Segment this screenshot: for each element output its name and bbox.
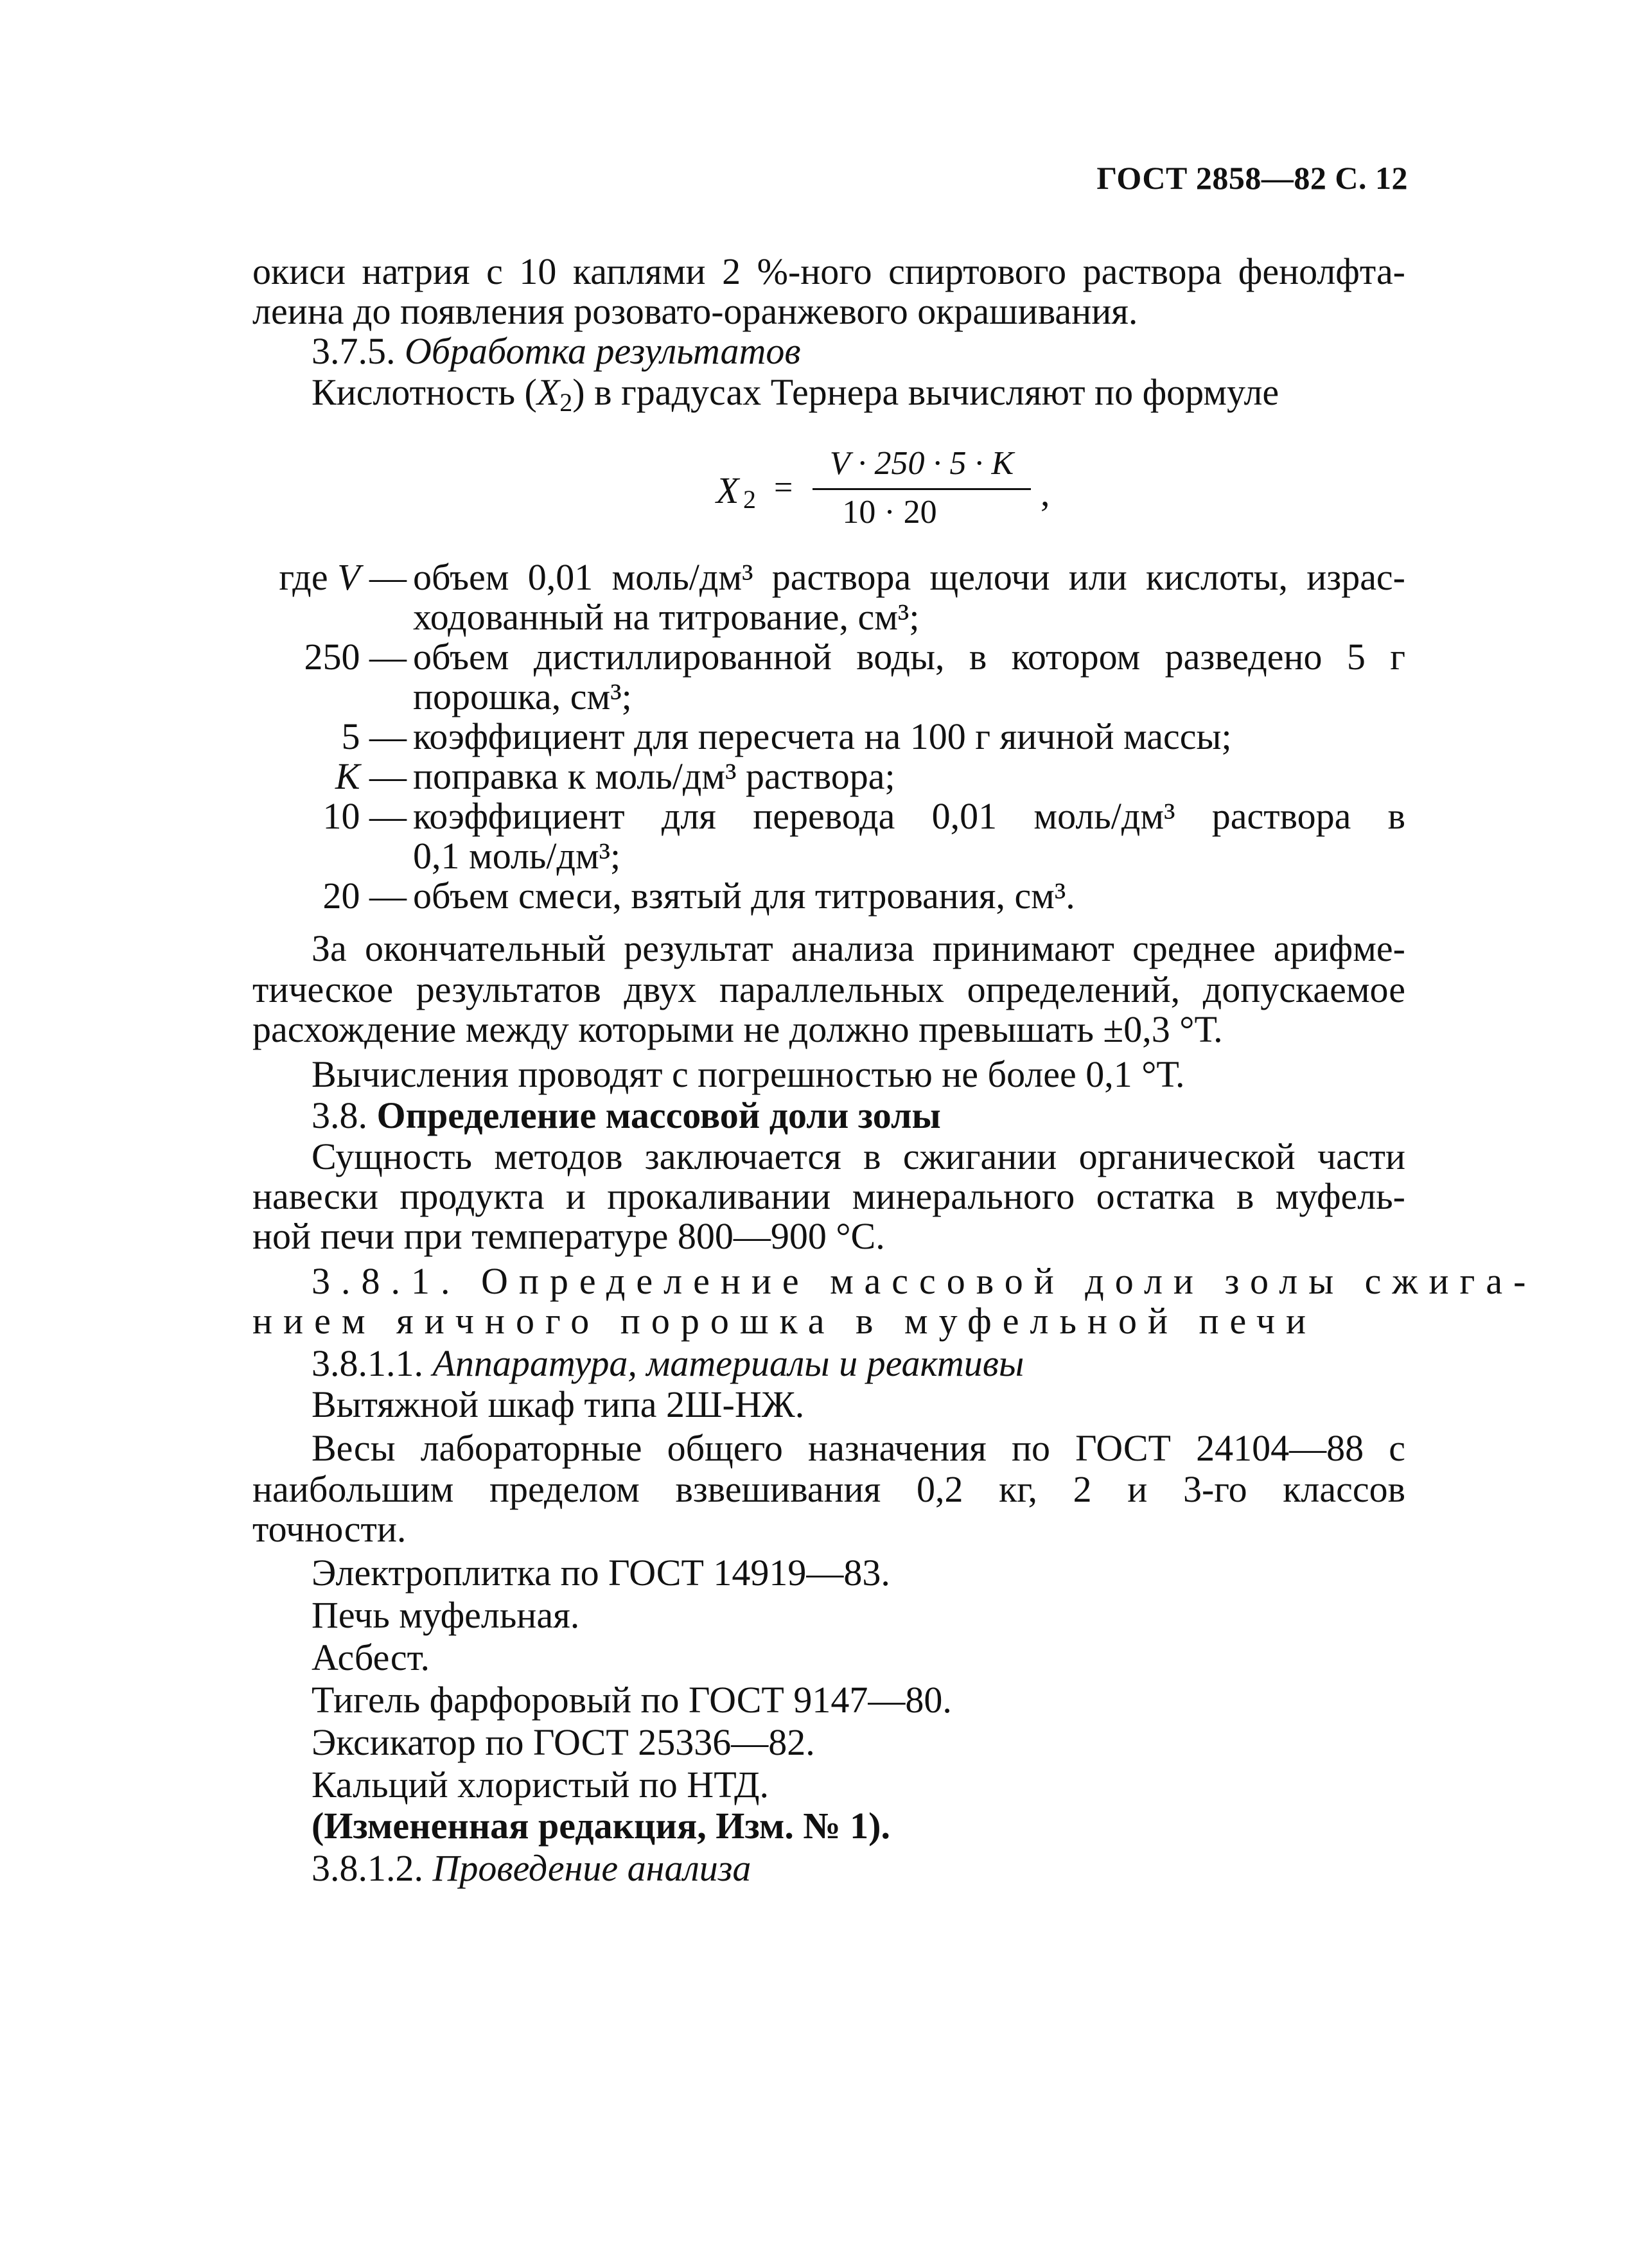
definition-dash: — [360,755,407,797]
definition-dash: — [360,875,407,917]
section-number: 3.8.1.2. [312,1847,423,1889]
precision-line: Вычисления проводят с погрешностью не более 0,1 °Т. [312,1053,1185,1095]
definition-symbol: 5 [341,716,360,757]
section-3-8-1-1-heading [312,1344,1405,1383]
definition-item [252,876,1405,916]
definition-item [252,796,1405,876]
section-title: Проведение анализа [432,1847,751,1889]
definition-symbol: 250 [304,636,360,678]
intro-line-2: леина до появления розовато-оранжевого окрашивания. [252,290,1138,332]
definition-line: объем смеси, взятый для титрования, см³. [413,875,1075,917]
definition-item [252,757,1405,796]
equipment-item: Кальций хлористый по НТД. [312,1764,769,1805]
formula-lhs-sub: 2 [743,485,756,514]
essence-line-2: навески продукта и прокаливании минерального остатка в муфель- [252,1175,1405,1217]
definition-dash: — [360,556,407,598]
definition-symbol: V [337,556,360,598]
equipment-item: Электроплитка по ГОСТ 14919—83. [312,1552,890,1594]
definition-item [252,637,1405,717]
definition-line: порошка, см³; [413,676,632,717]
definition-line: коэффициент для перевода 0,01 моль/дм³ раствора в [413,795,1405,837]
definition-term [252,637,413,677]
final-result-line-2: тическое результатов двух параллельных определений, допускаемое [252,969,1405,1010]
definition-term [252,757,413,796]
formula-comma: , [1041,472,1050,514]
page-header: ГОСТ 2858—82 С. 12 [1096,160,1408,196]
definition-line: 0,1 моль/дм³; [413,835,621,877]
definition-dash: — [360,795,407,837]
final-result-line-3: расхождение между которыми не должно превышать ±0,3 °Т. [252,1008,1223,1050]
formula-denominator: 10 · 20 [842,494,937,531]
formula-intro [312,371,1405,417]
definition-line: коэффициент для пересчета на 100 г яичной массы; [413,716,1232,757]
definition-symbol: K [335,755,360,797]
definition-line: ходованный на титрование, см³; [413,596,920,638]
section-3-7-5-heading [312,331,1405,371]
formula-numerator: V · 250 · 5 · K [829,445,1014,482]
section-3-8-heading [312,1096,1405,1136]
section-number: 3.7.5. [312,330,396,372]
equipment-scales-line-1: Весы лабораторные общего назначения по ГОСТ 24104—88 с [312,1427,1405,1469]
section-number: 3.8. [312,1094,367,1136]
definition-term [252,796,413,836]
equipment-scales-line-2: наибольшим пределом взвешивания 0,2 кг, 2 и 3-го классов [252,1468,1405,1510]
equipment-item: Тигель фарфоровый по ГОСТ 9147—80. [312,1679,952,1721]
definition-item [252,558,1405,637]
intro-line-1: окиси натрия с 10 каплями 2 %-ного спиртового раствора фенолфта- [252,250,1405,292]
section-3-8-1-line-2: нием яичного порошка в муфельной печи [252,1300,1317,1342]
equipment-item: Асбест. [312,1637,430,1678]
formula-intro-var: X [536,371,560,413]
definition-desc [413,717,1405,757]
equipment-hood: Вытяжной шкаф типа 2Ш-НЖ. [312,1383,805,1425]
definition-desc [413,876,1405,916]
definitions-list [252,558,1405,916]
final-result-line-1: За окончательный результат анализа принимают среднее арифме- [312,927,1405,969]
definition-line: поправка к моль/дм³ раствора; [413,755,895,797]
formula-equals: = [774,470,793,506]
definition-dash: — [360,636,407,678]
definition-desc [413,757,1405,796]
definition-desc [413,558,1405,637]
section-3-8-1-line-1: 3.8.1. Определение массовой доли золы сжига- [312,1260,1537,1302]
equipment-item: Эксикатор по ГОСТ 25336—82. [312,1721,815,1763]
definition-term [252,717,413,757]
definition-dash: — [360,716,407,757]
section-number: 3.8.1.1. [312,1342,423,1384]
definition-line: объем 0,01 моль/дм³ раствора щелочи или кислоты, израс- [413,556,1405,598]
definition-symbol: 20 [322,875,360,917]
section-3-8-1-2-heading [312,1849,1405,1888]
section-title: Аппаратура, материалы и реактивы [432,1342,1024,1384]
acidity-formula [716,444,1076,534]
definition-line: объем дистиллированной воды, в котором разведено 5 г [413,636,1405,678]
equipment-item: Печь муфельная. [312,1594,580,1636]
definition-prefix: где [279,556,338,598]
amendment-note: (Измененная редакция, Изм. № 1). [312,1805,890,1847]
definition-desc [413,796,1405,876]
equipment-scales-line-3: точности. [252,1508,407,1550]
definition-term [252,558,413,597]
section-title: Обработка результатов [405,330,801,372]
formula-intro-sub: 2 [559,388,573,417]
formula-lhs: X [716,470,739,511]
formula-intro-before: Кислотность ( [312,371,537,413]
definition-item [252,717,1405,757]
definition-desc [413,637,1405,717]
formula-fraction-bar [813,488,1031,490]
formula-intro-after: ) в градусах Тернера вычисляют по формуле [572,371,1279,413]
essence-line-1: Сущность методов заключается в сжигании органической части [312,1136,1405,1177]
definition-symbol: 10 [322,795,360,837]
definition-term [252,876,413,916]
section-title: Определение массовой доли золы [376,1094,941,1136]
essence-line-3: ной печи при температуре 800—900 °С. [252,1215,885,1257]
